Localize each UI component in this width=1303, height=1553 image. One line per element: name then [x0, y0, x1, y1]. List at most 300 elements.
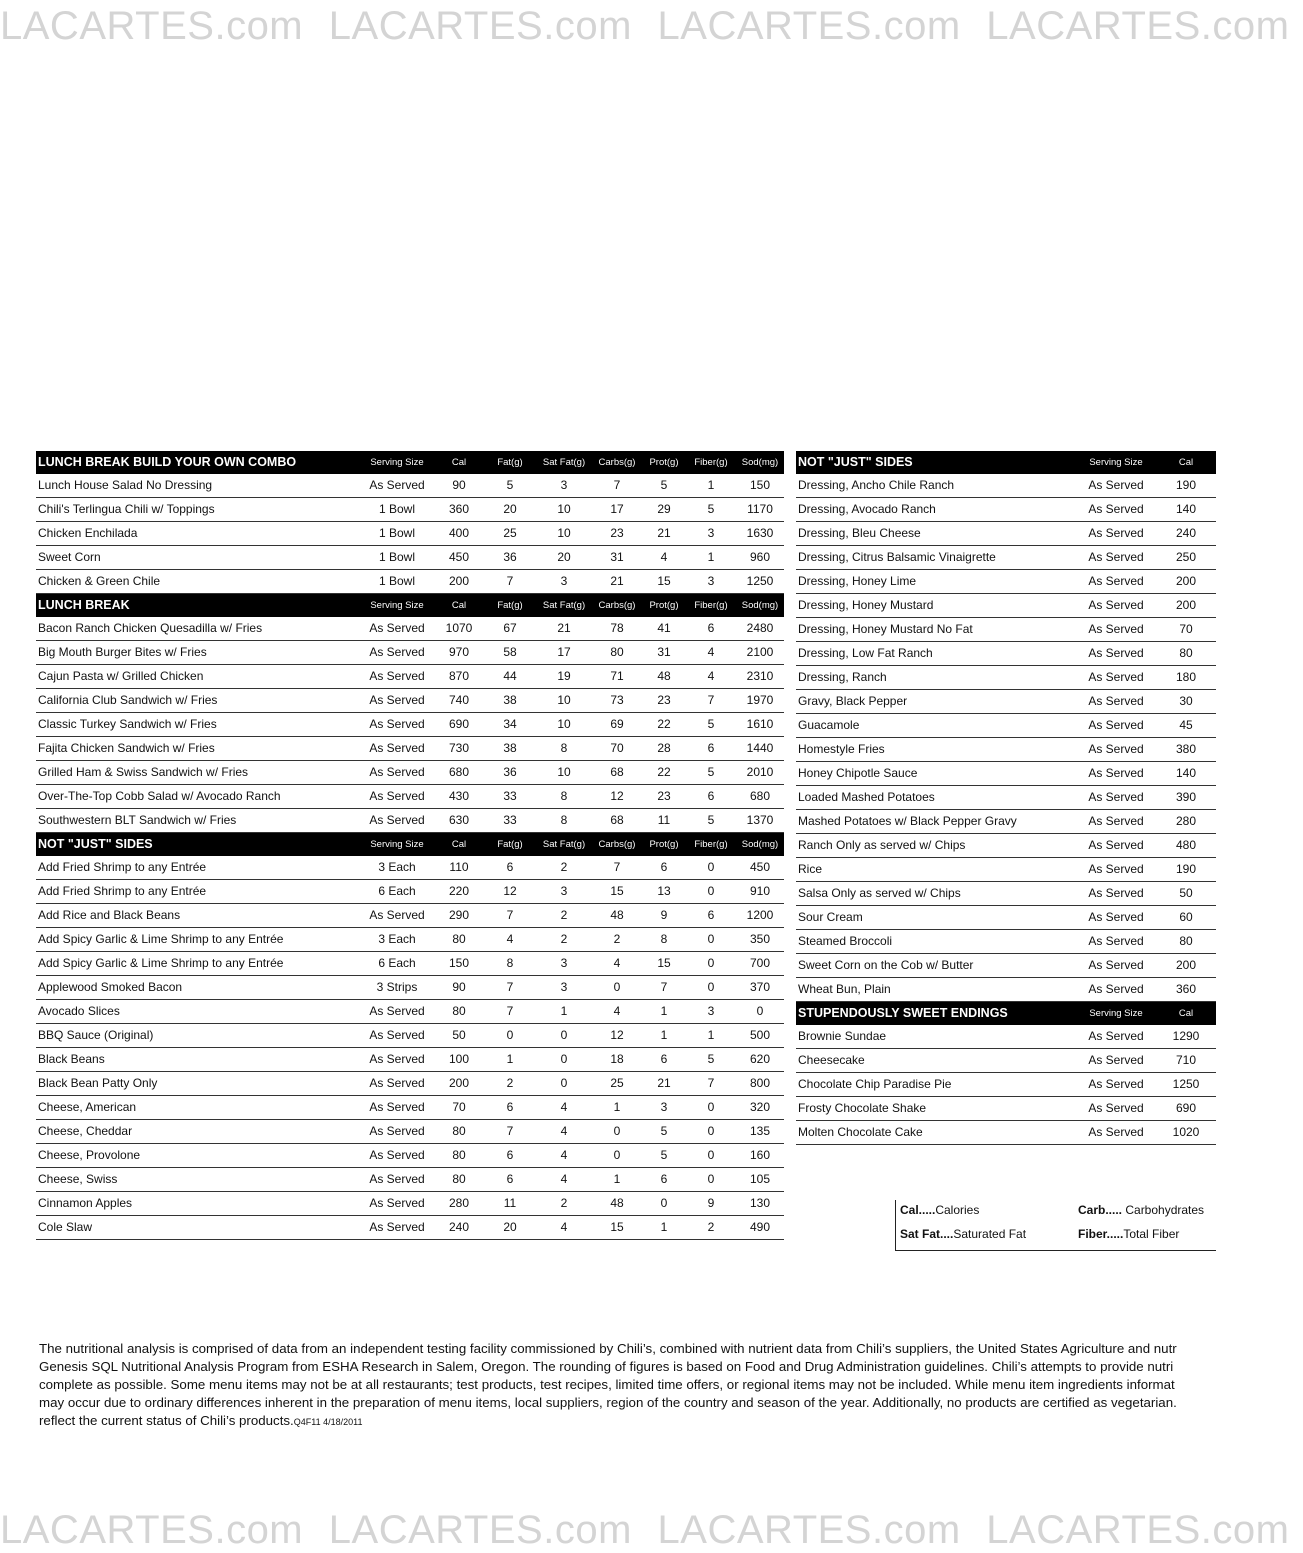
- column-header: Cal: [434, 594, 484, 618]
- nutrient-value: 3: [536, 976, 592, 1000]
- nutrient-value: As Served: [360, 809, 434, 833]
- nutrient-value: 10: [536, 761, 592, 785]
- nutrient-value: 160: [736, 1144, 784, 1168]
- nutrient-value: 6: [642, 856, 686, 880]
- nutrient-value: 4: [536, 1144, 592, 1168]
- nutrient-value: 1290: [1156, 1025, 1216, 1049]
- nutrient-value: 2: [536, 856, 592, 880]
- section-header: [36, 451, 784, 474]
- nutrient-value: 6: [642, 1168, 686, 1192]
- item-name: Add Fried Shrimp to any Entrée: [36, 856, 360, 880]
- nutrient-value: 4: [484, 928, 536, 952]
- table-row: [36, 546, 784, 570]
- watermark-text: LACARTES.com: [986, 1508, 1290, 1552]
- table-row: [36, 1216, 784, 1240]
- nutrient-value: 0: [686, 1096, 736, 1120]
- nutrient-value: 1: [686, 474, 736, 498]
- table-row: [796, 882, 1216, 906]
- nutrient-value: 1020: [1156, 1121, 1216, 1145]
- nutrient-value: 80: [434, 1000, 484, 1024]
- nutrient-value: 71: [592, 665, 642, 689]
- column-header: Sod(mg): [736, 833, 784, 857]
- nutrient-value: 0: [642, 1192, 686, 1216]
- table-row: [36, 1192, 784, 1216]
- nutrient-value: 4: [642, 546, 686, 570]
- nutrient-value: 4: [592, 952, 642, 976]
- nutrient-value: 1: [484, 1048, 536, 1072]
- table-row: [796, 762, 1216, 786]
- nutrient-value: 44: [484, 665, 536, 689]
- nutrient-value: 1: [592, 1168, 642, 1192]
- nutrient-value: 2480: [736, 617, 784, 641]
- table-row: [36, 1024, 784, 1048]
- nutrient-value: 400: [434, 522, 484, 546]
- nutrient-value: 70: [592, 737, 642, 761]
- nutrient-value: 3: [536, 474, 592, 498]
- nutrient-value: As Served: [1076, 1073, 1156, 1097]
- legend-key: Carb.....: [1078, 1203, 1123, 1217]
- item-name: Chicken & Green Chile: [36, 570, 360, 594]
- nutrient-value: 250: [1156, 546, 1216, 570]
- abbreviation-legend: [895, 1200, 1216, 1251]
- table-row: [36, 856, 784, 880]
- nutrient-value: As Served: [360, 689, 434, 713]
- nutrient-value: 68: [592, 761, 642, 785]
- nutrient-value: 100: [434, 1048, 484, 1072]
- watermark-text: LACARTES.com: [0, 4, 304, 48]
- nutrient-value: As Served: [1076, 1049, 1156, 1073]
- nutrient-value: 25: [484, 522, 536, 546]
- nutrient-value: 1: [642, 1024, 686, 1048]
- column-header: Fiber(g): [686, 594, 736, 618]
- nutrient-value: 15: [642, 952, 686, 976]
- nutrient-value: 80: [434, 1168, 484, 1192]
- nutrient-value: As Served: [360, 713, 434, 737]
- nutrient-value: 3: [686, 570, 736, 594]
- table-row: [36, 785, 784, 809]
- nutrient-value: 12: [484, 880, 536, 904]
- nutrient-value: 380: [1156, 738, 1216, 762]
- nutrient-value: 2: [686, 1216, 736, 1240]
- item-name: Sweet Corn: [36, 546, 360, 570]
- nutrient-value: 8: [642, 928, 686, 952]
- nutrient-value: 2: [592, 928, 642, 952]
- table-row: [796, 906, 1216, 930]
- nutrient-value: 0: [536, 1072, 592, 1096]
- nutrient-value: 200: [1156, 594, 1216, 618]
- nutrient-value: 60: [1156, 906, 1216, 930]
- item-name: Guacamole: [796, 714, 1076, 738]
- nutrient-value: 90: [434, 976, 484, 1000]
- nutrient-value: 370: [736, 976, 784, 1000]
- right-nutrition-table: [796, 451, 1216, 1145]
- nutrient-value: 2100: [736, 641, 784, 665]
- column-header: Carbs(g): [592, 451, 642, 474]
- nutrient-value: 23: [592, 522, 642, 546]
- nutrient-value: 48: [592, 904, 642, 928]
- nutrient-value: 1: [536, 1000, 592, 1024]
- nutrient-value: As Served: [1076, 762, 1156, 786]
- nutrient-value: As Served: [1076, 858, 1156, 882]
- nutrient-value: 2: [536, 928, 592, 952]
- column-header: Sod(mg): [736, 451, 784, 474]
- column-header: Cal: [434, 833, 484, 857]
- nutrient-value: 4: [536, 1216, 592, 1240]
- item-name: Chicken Enchilada: [36, 522, 360, 546]
- item-name: Dressing, Ancho Chile Ranch: [796, 474, 1076, 498]
- nutrient-value: 1: [642, 1216, 686, 1240]
- nutrient-value: As Served: [360, 665, 434, 689]
- table-row: [796, 642, 1216, 666]
- table-row: [36, 904, 784, 928]
- nutrient-value: 6: [642, 1048, 686, 1072]
- legend-key: Fiber.....: [1078, 1227, 1124, 1241]
- item-name: Sour Cream: [796, 906, 1076, 930]
- nutrient-value: 0: [536, 1048, 592, 1072]
- table-row: [36, 952, 784, 976]
- nutrient-value: 15: [642, 570, 686, 594]
- nutrient-value: 25: [592, 1072, 642, 1096]
- nutrient-value: 4: [592, 1000, 642, 1024]
- nutrient-value: As Served: [1076, 906, 1156, 930]
- table-row: [796, 618, 1216, 642]
- table-row: [36, 761, 784, 785]
- nutrient-value: 28: [642, 737, 686, 761]
- item-name: Frosty Chocolate Shake: [796, 1097, 1076, 1121]
- table-row: [36, 570, 784, 594]
- item-name: Chili's Terlingua Chili w/ Toppings: [36, 498, 360, 522]
- item-name: Cheese, Provolone: [36, 1144, 360, 1168]
- disclaimer-last-line: [39, 1412, 1239, 1431]
- nutrient-value: 8: [536, 737, 592, 761]
- nutrient-value: 690: [1156, 1097, 1216, 1121]
- nutrient-value: As Served: [1076, 786, 1156, 810]
- table-row: [796, 690, 1216, 714]
- nutrient-value: 0: [736, 1000, 784, 1024]
- nutrient-value: 68: [592, 809, 642, 833]
- item-name: Over-The-Top Cobb Salad w/ Avocado Ranch: [36, 785, 360, 809]
- nutrient-value: 5: [642, 1120, 686, 1144]
- item-name: Cheese, Swiss: [36, 1168, 360, 1192]
- nutrient-value: 4: [536, 1168, 592, 1192]
- nutrient-value: 6 Each: [360, 880, 434, 904]
- nutrient-value: 140: [1156, 498, 1216, 522]
- nutrient-value: As Served: [1076, 522, 1156, 546]
- item-name: Black Beans: [36, 1048, 360, 1072]
- nutrient-value: As Served: [1076, 642, 1156, 666]
- nutrient-value: As Served: [360, 761, 434, 785]
- table-row: [36, 928, 784, 952]
- item-name: California Club Sandwich w/ Fries: [36, 689, 360, 713]
- column-header: Carbs(g): [592, 594, 642, 618]
- nutrient-value: 6: [686, 904, 736, 928]
- nutrient-value: 6: [686, 737, 736, 761]
- watermark-text: LACARTES.com: [328, 1508, 632, 1552]
- nutrient-value: 700: [736, 952, 784, 976]
- nutrient-value: 200: [1156, 570, 1216, 594]
- item-name: Dressing, Ranch: [796, 666, 1076, 690]
- table-row: [36, 1144, 784, 1168]
- section-title: LUNCH BREAK BUILD YOUR OWN COMBO: [36, 451, 360, 474]
- table-row: [36, 617, 784, 641]
- nutrient-value: 1 Bowl: [360, 522, 434, 546]
- item-name: Add Rice and Black Beans: [36, 904, 360, 928]
- nutrient-value: As Served: [1076, 978, 1156, 1002]
- nutrient-value: 38: [484, 737, 536, 761]
- table-row: [36, 1072, 784, 1096]
- nutrient-value: As Served: [360, 617, 434, 641]
- item-name: Big Mouth Burger Bites w/ Fries: [36, 641, 360, 665]
- nutrient-value: 48: [642, 665, 686, 689]
- nutrient-value: As Served: [1076, 1121, 1156, 1145]
- nutrient-value: 7: [686, 689, 736, 713]
- column-header: Sat Fat(g): [536, 451, 592, 474]
- table-row: [796, 522, 1216, 546]
- table-row: [796, 1049, 1216, 1073]
- nutrient-value: As Served: [1076, 930, 1156, 954]
- nutrient-value: 970: [434, 641, 484, 665]
- item-name: Bacon Ranch Chicken Quesadilla w/ Fries: [36, 617, 360, 641]
- legend-key: Sat Fat....: [900, 1227, 954, 1241]
- nutrient-value: 31: [642, 641, 686, 665]
- item-name: Avocado Slices: [36, 1000, 360, 1024]
- nutrient-value: 730: [434, 737, 484, 761]
- nutrient-value: 360: [434, 498, 484, 522]
- nutrient-value: 290: [434, 904, 484, 928]
- column-header: Serving Size: [1076, 1002, 1156, 1026]
- nutrient-value: 135: [736, 1120, 784, 1144]
- watermark-text: LACARTES.com: [657, 4, 961, 48]
- nutrient-value: 30: [1156, 690, 1216, 714]
- nutrient-value: As Served: [360, 1048, 434, 1072]
- legend-value: Total Fiber: [1123, 1227, 1180, 1241]
- nutrient-value: 5: [686, 1048, 736, 1072]
- nutrient-value: 5: [686, 498, 736, 522]
- nutrient-value: 620: [736, 1048, 784, 1072]
- nutrient-value: 34: [484, 713, 536, 737]
- nutrient-value: 4: [536, 1096, 592, 1120]
- nutrient-value: 36: [484, 761, 536, 785]
- nutrient-value: 5: [686, 761, 736, 785]
- nutrient-value: 490: [736, 1216, 784, 1240]
- column-header: Prot(g): [642, 451, 686, 474]
- nutrient-value: 80: [592, 641, 642, 665]
- nutrient-value: 240: [434, 1216, 484, 1240]
- nutrient-value: 10: [536, 713, 592, 737]
- nutrient-value: 80: [1156, 642, 1216, 666]
- nutrient-value: 3: [536, 570, 592, 594]
- table-row: [796, 978, 1216, 1002]
- nutrient-value: 0: [484, 1024, 536, 1048]
- nutrient-value: 2010: [736, 761, 784, 785]
- nutrient-value: 1370: [736, 809, 784, 833]
- nutrient-value: 1 Bowl: [360, 546, 434, 570]
- nutrient-value: 78: [592, 617, 642, 641]
- nutrient-value: 70: [434, 1096, 484, 1120]
- nutrient-value: 0: [686, 880, 736, 904]
- item-name: Add Spicy Garlic & Lime Shrimp to any Entrée: [36, 952, 360, 976]
- nutrient-value: As Served: [1076, 570, 1156, 594]
- item-name: Southwestern BLT Sandwich w/ Fries: [36, 809, 360, 833]
- nutrient-value: 320: [736, 1096, 784, 1120]
- table-row: [796, 570, 1216, 594]
- item-name: Cheesecake: [796, 1049, 1076, 1073]
- column-header: Carbs(g): [592, 833, 642, 857]
- nutrient-value: As Served: [1076, 714, 1156, 738]
- nutrient-value: 450: [736, 856, 784, 880]
- nutrient-value: 21: [536, 617, 592, 641]
- nutrient-value: 3: [686, 522, 736, 546]
- nutrient-value: 910: [736, 880, 784, 904]
- nutrient-value: 150: [434, 952, 484, 976]
- table-row: [796, 714, 1216, 738]
- nutrient-value: 110: [434, 856, 484, 880]
- nutrient-value: 7: [484, 976, 536, 1000]
- nutrient-value: 7: [484, 570, 536, 594]
- table-row: [796, 810, 1216, 834]
- nutrient-value: 15: [592, 1216, 642, 1240]
- nutrient-value: 390: [1156, 786, 1216, 810]
- nutrient-value: As Served: [1076, 1097, 1156, 1121]
- nutrition-disclaimer: [39, 1340, 1239, 1431]
- nutrient-value: As Served: [360, 1216, 434, 1240]
- nutrient-value: 21: [642, 1072, 686, 1096]
- nutrient-value: 6: [484, 1168, 536, 1192]
- nutrient-value: 1440: [736, 737, 784, 761]
- column-header: Sat Fat(g): [536, 594, 592, 618]
- nutrient-value: 22: [642, 713, 686, 737]
- column-header: Cal: [1156, 1002, 1216, 1026]
- legend-fiber: [1078, 1227, 1179, 1241]
- nutrient-value: 7: [592, 856, 642, 880]
- nutrient-value: 90: [434, 474, 484, 498]
- nutrient-value: As Served: [1076, 690, 1156, 714]
- nutrient-value: 140: [1156, 762, 1216, 786]
- column-header: Cal: [434, 451, 484, 474]
- item-name: Salsa Only as served w/ Chips: [796, 882, 1076, 906]
- nutrient-value: 1: [686, 546, 736, 570]
- nutrient-value: 6: [484, 1144, 536, 1168]
- item-name: Cole Slaw: [36, 1216, 360, 1240]
- table-row: [36, 1168, 784, 1192]
- column-header: Cal: [1156, 451, 1216, 474]
- nutrient-value: 4: [686, 641, 736, 665]
- nutrient-value: 630: [434, 809, 484, 833]
- nutrient-value: 45: [1156, 714, 1216, 738]
- nutrient-value: 6: [686, 785, 736, 809]
- nutrient-value: 3 Each: [360, 928, 434, 952]
- section-title: LUNCH BREAK: [36, 594, 360, 618]
- item-name: Cinnamon Apples: [36, 1192, 360, 1216]
- table-row: [796, 546, 1216, 570]
- nutrient-value: 0: [686, 856, 736, 880]
- disclaimer-line: reflect the current status of Chili’s products.: [39, 1413, 294, 1428]
- nutrient-value: 280: [1156, 810, 1216, 834]
- item-name: Black Bean Patty Only: [36, 1072, 360, 1096]
- nutrient-value: 360: [1156, 978, 1216, 1002]
- section-title: NOT "JUST" SIDES: [796, 451, 1076, 474]
- nutrient-value: 31: [592, 546, 642, 570]
- table-row: [796, 1097, 1216, 1121]
- nutrient-value: 0: [686, 1168, 736, 1192]
- nutrient-value: 33: [484, 785, 536, 809]
- item-name: Wheat Bun, Plain: [796, 978, 1076, 1002]
- nutrient-value: 7: [484, 1120, 536, 1144]
- nutrient-value: 1070: [434, 617, 484, 641]
- nutrient-value: As Served: [360, 1192, 434, 1216]
- nutrient-value: 12: [592, 1024, 642, 1048]
- table-row: [796, 858, 1216, 882]
- watermark-text: LACARTES.com: [657, 1508, 961, 1552]
- nutrient-value: As Served: [360, 785, 434, 809]
- section-header: [36, 833, 784, 857]
- item-name: Add Fried Shrimp to any Entrée: [36, 880, 360, 904]
- nutrient-value: As Served: [360, 1024, 434, 1048]
- nutrient-value: 6: [484, 1096, 536, 1120]
- nutrient-value: As Served: [1076, 834, 1156, 858]
- table-row: [36, 1120, 784, 1144]
- disclaimer-line: The nutritional analysis is comprised of data from an independent testing facility commissioned by Chili’s, combined with nutrient data from Chili’s suppliers, the United States Agriculture and nutr: [39, 1341, 1177, 1356]
- nutrient-value: 38: [484, 689, 536, 713]
- nutrient-value: 1610: [736, 713, 784, 737]
- table-row: [796, 786, 1216, 810]
- nutrient-value: 1250: [736, 570, 784, 594]
- nutrient-value: 50: [1156, 882, 1216, 906]
- section-header: [36, 594, 784, 618]
- nutrient-value: 5: [686, 809, 736, 833]
- item-name: Rice: [796, 858, 1076, 882]
- item-name: Sweet Corn on the Cob w/ Butter: [796, 954, 1076, 978]
- nutrient-value: 190: [1156, 474, 1216, 498]
- nutrient-value: 0: [592, 1144, 642, 1168]
- table-row: [796, 666, 1216, 690]
- nutrient-value: 3 Each: [360, 856, 434, 880]
- nutrient-value: As Served: [1076, 594, 1156, 618]
- nutrient-value: 22: [642, 761, 686, 785]
- nutrient-value: 5: [484, 474, 536, 498]
- nutrient-value: 7: [484, 904, 536, 928]
- section-header: [796, 451, 1216, 474]
- nutrient-value: 190: [1156, 858, 1216, 882]
- nutrient-value: 0: [592, 1120, 642, 1144]
- nutrient-value: 350: [736, 928, 784, 952]
- nutrient-value: 4: [686, 665, 736, 689]
- item-name: Add Spicy Garlic & Lime Shrimp to any Entrée: [36, 928, 360, 952]
- nutrient-value: 36: [484, 546, 536, 570]
- nutrient-value: 18: [592, 1048, 642, 1072]
- item-name: Gravy, Black Pepper: [796, 690, 1076, 714]
- column-header: Fiber(g): [686, 451, 736, 474]
- legend-value: Saturated Fat: [953, 1227, 1027, 1241]
- watermark-bottom: [0, 1508, 1290, 1553]
- watermark-text: LACARTES.com: [328, 4, 632, 48]
- nutrient-value: 480: [1156, 834, 1216, 858]
- table-row: [796, 594, 1216, 618]
- nutrient-value: 23: [642, 689, 686, 713]
- column-header: Prot(g): [642, 594, 686, 618]
- nutrient-value: 0: [686, 928, 736, 952]
- item-name: Cajun Pasta w/ Grilled Chicken: [36, 665, 360, 689]
- column-header: Fat(g): [484, 451, 536, 474]
- left-nutrition-table: [36, 451, 784, 1240]
- column-header: Fat(g): [484, 833, 536, 857]
- item-name: Dressing, Bleu Cheese: [796, 522, 1076, 546]
- item-name: Honey Chipotle Sauce: [796, 762, 1076, 786]
- nutrient-value: 2: [536, 1192, 592, 1216]
- column-header: Fat(g): [484, 594, 536, 618]
- nutrient-value: 7: [686, 1072, 736, 1096]
- nutrient-value: 1: [642, 1000, 686, 1024]
